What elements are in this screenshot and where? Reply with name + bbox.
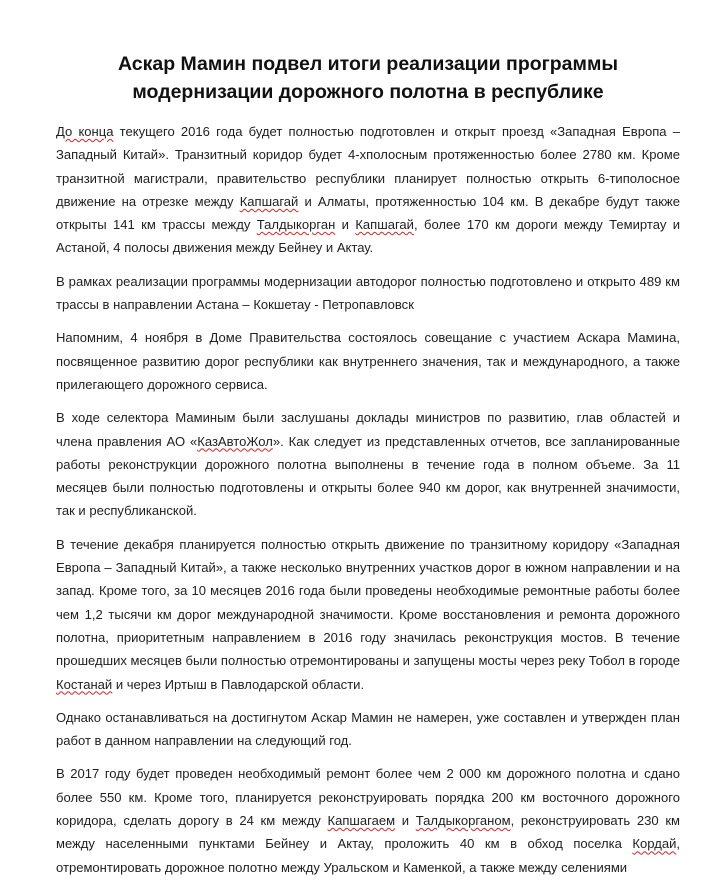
- spellcheck-flagged-word: Талдыкорганом: [415, 813, 511, 829]
- text-run: ». Как следует из представленных отчетов, все запланированные работы реконструкции дорожного полотна выполнены в течение года в полном объеме. За 11 месяцев были полностью подготовлены и открыты более 940 км дорог, как внутренней значимости, так и республиканской.: [56, 433, 680, 519]
- paragraph: [56, 706, 680, 753]
- text-run: , отремонтировать дорожное полотно между Уральском и Каменкой, а также между селениями: [56, 836, 680, 875]
- spellcheck-flagged-word: Талдыкорган: [256, 217, 336, 233]
- paragraph: [56, 406, 680, 522]
- document-page: [56, 50, 680, 889]
- spellcheck-flagged-word: Капшагаем: [327, 813, 396, 829]
- text-run: и: [395, 813, 416, 829]
- text-run: текущего 2016 года будет полностью подготовлен и открыт проезд «Западная Европа – Западный Китай». Транзитный коридор будет 4-хполосным протяженностью более 2780 км. Кроме транзитной магистрали, правительство республики планирует полностью открыть 6-типолосное движение на отрезке между: [56, 124, 680, 209]
- paragraph: [56, 326, 680, 396]
- spellcheck-flagged-word: Капшагай: [239, 193, 299, 209]
- document-body: [56, 120, 680, 879]
- text-run: В рамках реализации программы модернизации автодорог полностью подготовлено и открыто 489 км трассы в направлении Астана – Кокшетау - Петропавловск: [56, 273, 680, 313]
- paragraph: [56, 120, 680, 260]
- text-run: Однако останавливаться на достигнутом Аскар Мамин не намерен, уже составлен и утвержден план работ в данном направлении на следующий год.: [56, 709, 680, 749]
- text-run: , более 170 км дороги между Темиртау и Астаной, 4 полосы движения между Бейнеу и Актау.: [56, 217, 680, 256]
- text-run: и: [335, 217, 356, 233]
- paragraph: [56, 533, 680, 696]
- spellcheck-flagged-word: Костанай: [56, 676, 113, 692]
- spellcheck-flagged-word: Капшагай: [355, 217, 414, 233]
- text-run: В 2017 году будет проведен необходимый ремонт более чем 2 000 км дорожного полотна и сдано более 550 км. Кроме того, планируется реконструировать порядка 200 км восточного дорожного коридора, сделать дорогу в 24 км между: [56, 766, 680, 829]
- spellcheck-flagged-word: До конца: [56, 124, 114, 139]
- text-run: В ходе селектора Маминым были заслушаны доклады министров по развитию, глав областей и члена правления АО «: [56, 410, 680, 449]
- document-title: Аскар Мамин подвел итоги реализации программы модернизации дорожного полотна в республике: [117, 53, 619, 103]
- text-run: , реконструировать 230 км между населенными пунктами Бейнеу и Актау, проложить 40 км в обход поселка: [56, 813, 680, 852]
- spellcheck-flagged-word: КазАвтоЖол: [197, 433, 273, 449]
- text-run: Напомним, 4 ноября в Доме Правительства состоялось совещание с участием Аскара Мамина, посвященное развитию дорог республики как внутреннего значения, так и международного, а также прилегающего дорожного сервиса.: [56, 330, 680, 392]
- spellcheck-flagged-word: Кордай: [632, 836, 677, 852]
- text-run: и Алматы, протяженностью 104 км. В декабре будут также открыты 141 км трассы между: [56, 193, 680, 233]
- paragraph: [56, 762, 680, 878]
- text-run: В течение декабря планируется полностью открыть движение по транзитному коридору «Западная Европа – Западный Китай», а также несколько внутренних участков дорог в южном направлении и на запад. Кроме того, за 10 месяцев 2016 года были проведены необходимые ремонтные работы более чем 1,2 тысячи км дорог международной значимости. Кроме восстановления и ремонта дорожного полотна, приоритетным направлением в 2016 году значилась реконструкция мостов. В течение прошедших месяцев были полностью отремонтированы и запущены мосты через реку Тобол в городе: [56, 536, 680, 669]
- paragraph: [56, 270, 680, 317]
- text-run: и через Иртыш в Павлодарской области.: [112, 676, 365, 692]
